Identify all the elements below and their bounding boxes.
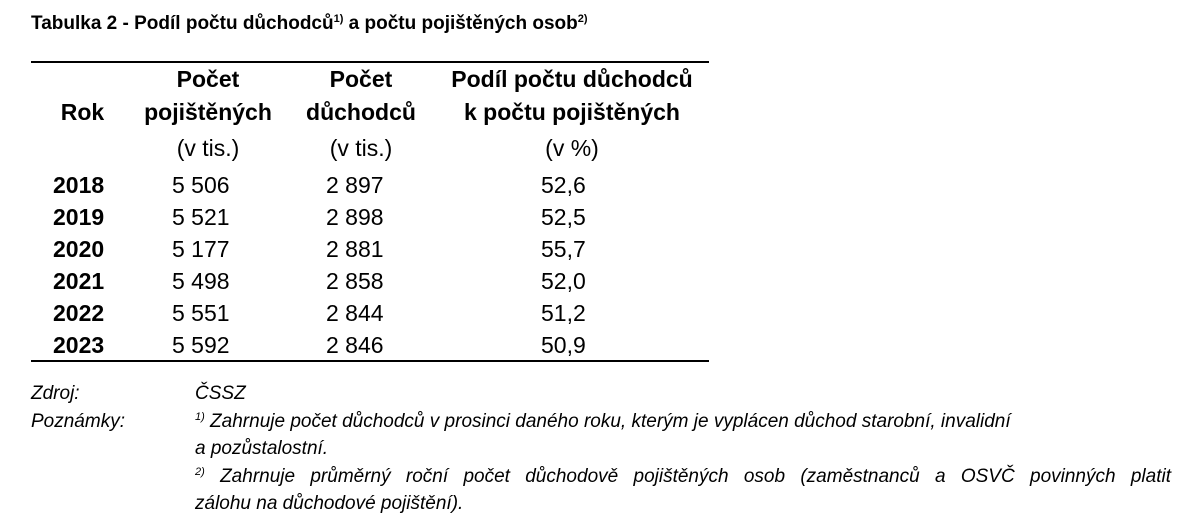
note-2-line-1 (195, 466, 1171, 488)
cell-pensioners: 2 881 (326, 236, 384, 262)
table-body (0, 169, 720, 361)
cell-year: 2022 (53, 300, 105, 326)
title-footnote-2: 2) (577, 13, 588, 25)
table-row (0, 265, 720, 297)
header-insured-unit: (v tis.) (176, 135, 240, 161)
table-row (0, 297, 720, 329)
header-year: Rok (60, 99, 105, 125)
cell-pensioners: 2 858 (326, 268, 384, 294)
note-1-marker: 1) (195, 411, 205, 423)
header-insured-line1: Počet (176, 66, 240, 92)
cell-pensioners: 2 844 (326, 300, 384, 326)
table-row (0, 329, 720, 361)
cell-insured: 5 521 (172, 204, 230, 230)
cell-year: 2020 (53, 236, 105, 262)
note-2-line-2: zálohu na důchodové pojištění). (195, 493, 464, 514)
cell-insured: 5 498 (172, 268, 230, 294)
cell-ratio: 51,2 (541, 300, 586, 326)
cell-year: 2021 (53, 268, 105, 294)
table-row (0, 233, 720, 265)
cell-insured: 5 551 (172, 300, 230, 326)
note-1-line-1 (195, 411, 1011, 433)
cell-pensioners: 2 898 (326, 204, 384, 230)
title-text-1: Tabulka 2 - Podíl počtu důchodců (31, 13, 334, 34)
header-pensioners-unit: (v tis.) (329, 135, 393, 161)
cell-ratio: 52,6 (541, 172, 586, 198)
header-insured-line2: pojištěných (144, 99, 272, 125)
source-label: Zdroj: (31, 383, 80, 404)
cell-ratio: 55,7 (541, 236, 586, 262)
table-row (0, 169, 720, 201)
table-top-rule (31, 61, 709, 63)
cell-pensioners: 2 897 (326, 172, 384, 198)
cell-insured: 5 592 (172, 332, 230, 358)
cell-pensioners: 2 846 (326, 332, 384, 358)
cell-year: 2018 (53, 172, 105, 198)
note-1-line-2: a pozůstalostní. (195, 438, 329, 459)
title-footnote-1: 1) (333, 13, 344, 25)
header-ratio-unit: (v %) (545, 135, 599, 161)
header-ratio-line1: Podíl počtu důchodců (451, 66, 693, 92)
cell-ratio: 52,5 (541, 204, 586, 230)
cell-ratio: 50,9 (541, 332, 586, 358)
cell-year: 2023 (53, 332, 105, 358)
source-value: ČSSZ (195, 383, 246, 404)
header-pensioners-line1: Počet (329, 66, 393, 92)
header-pensioners-line2: důchodců (306, 99, 416, 125)
header-ratio-line2: k počtu pojištěných (464, 99, 680, 125)
note-2-text: Zahrnuje průměrný roční počet důchodově pojištěných osob (zaměstnanců a OSVČ povinných platit (204, 466, 1171, 487)
note-1-text: Zahrnuje počet důchodců v prosinci daného roku, kterým je vyplácen důchod starobní, invalidní (204, 411, 1011, 432)
table-bottom-rule (31, 360, 709, 362)
note-2-marker: 2) (195, 466, 205, 478)
cell-insured: 5 506 (172, 172, 230, 198)
title-text-2: a počtu pojištěných osob (343, 13, 578, 34)
cell-insured: 5 177 (172, 236, 230, 262)
notes-label: Poznámky: (31, 411, 125, 432)
cell-ratio: 52,0 (541, 268, 586, 294)
table-title (31, 13, 588, 35)
table-row (0, 201, 720, 233)
cell-year: 2019 (53, 204, 105, 230)
